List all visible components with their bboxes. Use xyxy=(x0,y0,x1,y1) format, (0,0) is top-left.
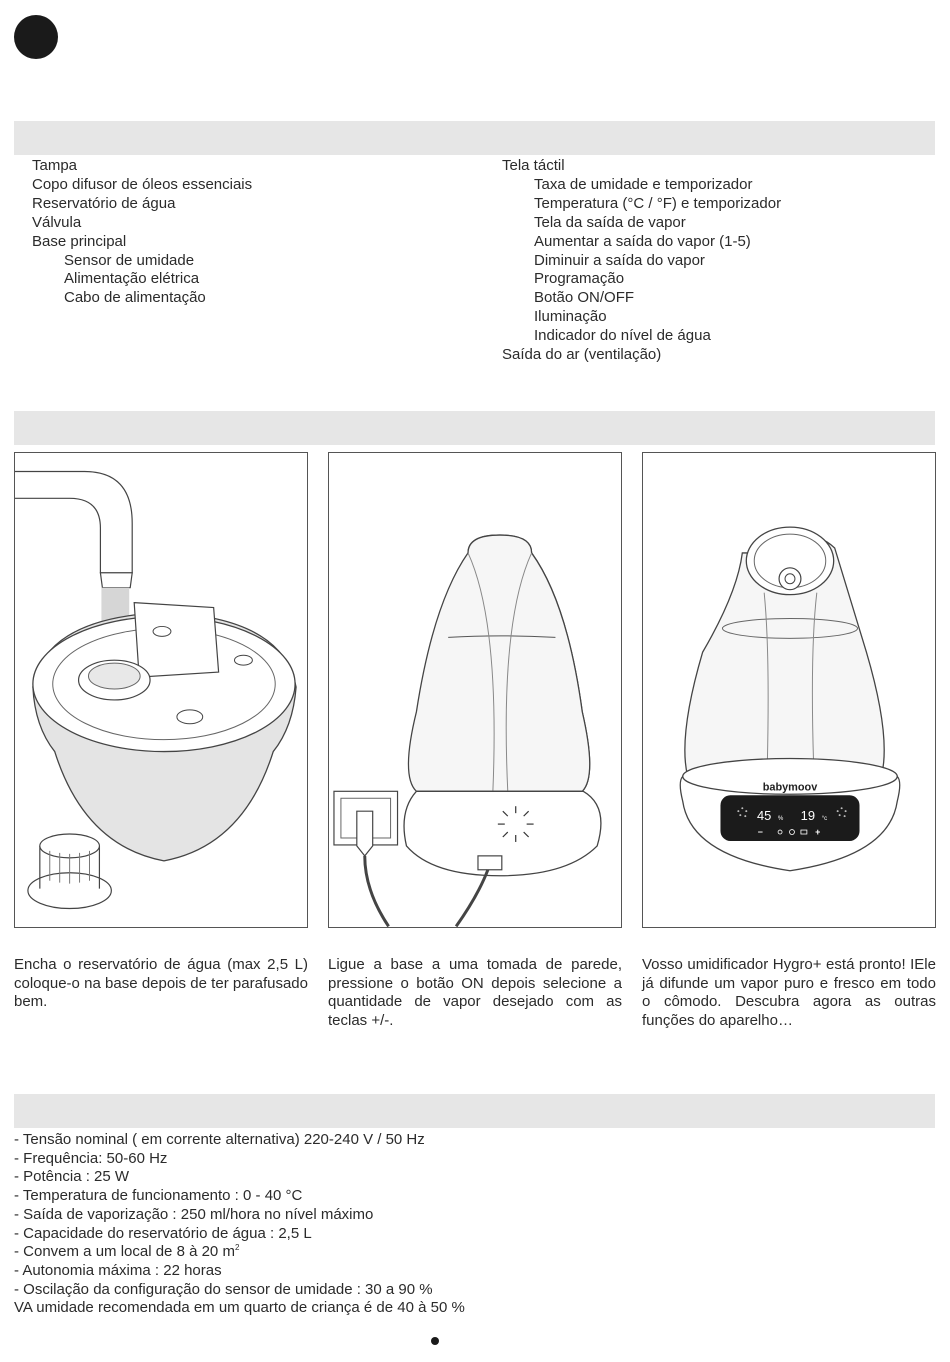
plug-in-drawing xyxy=(329,453,621,927)
part-item: Tampa xyxy=(32,157,78,174)
brand-label: babymoov xyxy=(762,781,818,794)
spec-line: VA umidade recomendada em um quarto de criança é de 40 à 50 % xyxy=(14,1299,465,1317)
temperature-unit: °c xyxy=(821,816,828,823)
parts-list-right xyxy=(502,157,781,365)
humidity-unit: % xyxy=(778,816,784,823)
fill-reservoir-drawing xyxy=(15,453,307,927)
temperature-readout: 19 xyxy=(800,808,816,824)
step-caption-1: Encha o reservatório de água (max 2,5 L) coloque-o na base depois de ter parafusado bem. xyxy=(14,956,308,1010)
part-subitem: Programação xyxy=(534,270,625,288)
spec-room-text: - Convem a um local de 8 à 20 m xyxy=(14,1243,235,1261)
part-subitem: Botão ON/OFF xyxy=(534,289,635,307)
section-header-parts xyxy=(14,121,935,155)
humidity-readout: 45 xyxy=(756,808,772,824)
plus-key: + xyxy=(815,827,821,838)
step-caption-3: Vosso umidificador Hygro+ está pronto! IEle já difunde um vapor puro e fresco em todo o cômodo. Descubra agora as outras funções do aparelho… xyxy=(642,956,936,1029)
spec-line: - Oscilação da configuração do sensor de umidade : 30 a 90 % xyxy=(14,1280,433,1298)
technical-specs xyxy=(14,1131,465,1318)
section-marker-dot xyxy=(14,15,58,59)
part-subitem: Indicador do nível de água xyxy=(534,327,711,345)
spec-line: - Potência : 25 W xyxy=(14,1168,130,1186)
step-caption-2: Ligue a base a uma tomada de parede, pressione o botão ON depois selecione a quantidade de vapor desejado com as teclas +/-. xyxy=(328,956,622,1029)
part-subitem: Iluminação xyxy=(534,308,607,326)
part-subitem: Diminuir a saída do vapor xyxy=(534,251,705,269)
parts-list-left xyxy=(32,157,252,308)
section-header-specs xyxy=(14,1094,935,1128)
valve-cap-drawing xyxy=(28,834,111,908)
spec-line: - Capacidade do reservatório de água : 2,5 L xyxy=(14,1224,312,1242)
part-subitem: Taxa de umidade e temporizador xyxy=(534,175,753,193)
spec-line-room-size xyxy=(14,1243,465,1262)
part-subitem: Alimentação elétrica xyxy=(64,270,200,288)
part-item: Reservatório de água xyxy=(32,194,176,212)
touch-screen xyxy=(720,795,859,841)
part-item: Tela táctil xyxy=(502,157,565,174)
part-item: Válvula xyxy=(32,213,82,231)
illustration-fill-reservoir xyxy=(14,452,308,928)
illustration-device-ready xyxy=(642,452,936,928)
part-item: Base principal xyxy=(32,232,127,250)
part-item: Saída do ar (ventilação) xyxy=(502,346,662,364)
part-subitem: Temperatura (°C / °F) e temporizador xyxy=(534,194,782,212)
part-item: Copo difusor de óleos essenciais xyxy=(32,175,253,193)
spec-room-superscript: 2 xyxy=(234,1243,240,1253)
spec-line: - Saída de vaporização : 250 ml/hora no nível máximo xyxy=(14,1205,374,1223)
part-subitem: Cabo de alimentação xyxy=(64,289,206,307)
spec-line: - Frequência: 50-60 Hz xyxy=(14,1149,168,1167)
part-subitem: Tela da saída de vapor xyxy=(534,213,686,231)
spec-line: - Temperatura de funcionamento : 0 - 40 °C xyxy=(14,1187,303,1205)
part-subitem: Sensor de umidade xyxy=(64,251,195,269)
device-ready-drawing xyxy=(643,453,935,927)
illustration-plug-in xyxy=(328,452,622,928)
spec-line: - Autonomia máxima : 22 horas xyxy=(14,1261,222,1279)
spec-line: - Tensão nominal ( em corrente alternativa) 220-240 V / 50 Hz xyxy=(14,1131,425,1148)
section-header-usage xyxy=(14,411,935,445)
minus-key: − xyxy=(757,827,763,838)
page-marker-dot xyxy=(431,1337,439,1345)
part-subitem: Aumentar a saída do vapor (1-5) xyxy=(534,232,751,250)
